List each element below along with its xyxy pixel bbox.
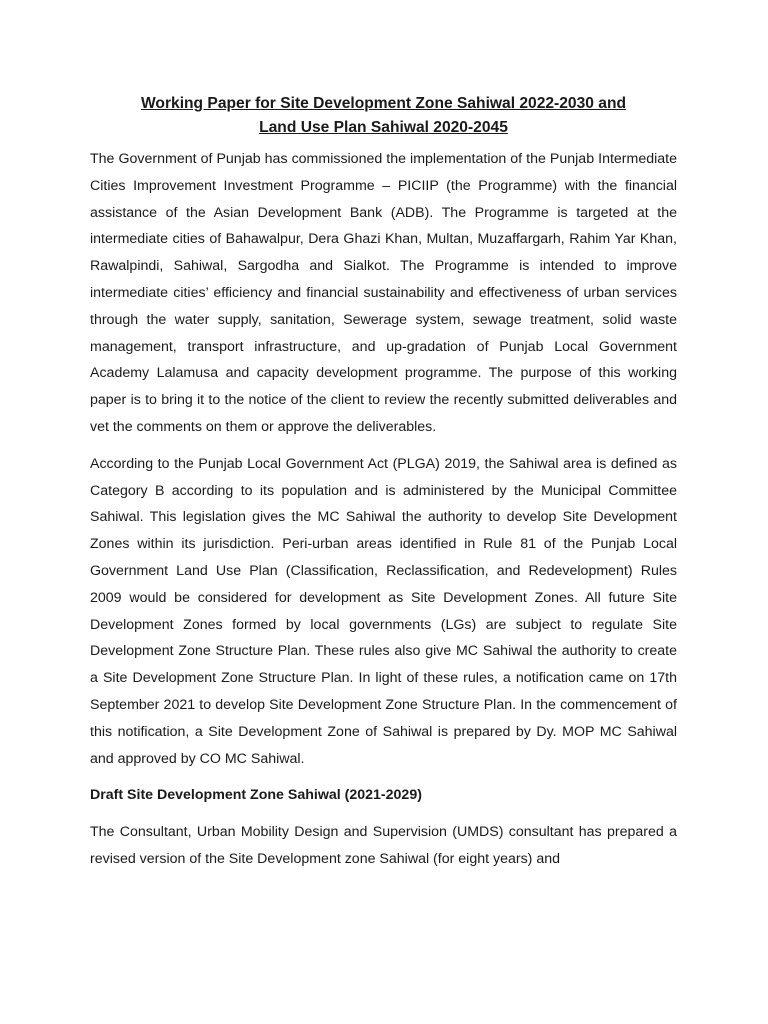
paragraph-consultant: The Consultant, Urban Mobility Design and Supervision (UMDS) consultant has prepared a revised version of the Site Development zone Sahiwal (for eight years) and [90,824,677,867]
title-line-2: Land Use Plan Sahiwal 2020-2045 [259,119,508,136]
document-page [90,92,677,883]
title-line-1: Working Paper for Site Development Zone Sahiwal 2022-2030 and [141,95,626,112]
paragraph-intro: The Government of Punjab has commissioned the implementation of the Punjab Intermediate Cities Improvement Investment Programme – PICIIP (the Programme) with the financial assistance of the Asian Development Bank (ADB). The Programme is targeted at the intermediate cities of Bahawalpur, Dera Ghazi Khan, Multan, Muzaffargarh, Rahim Yar Khan, Rawalpindi, Sahiwal, Sargodha and Sialkot. The Programme is intended to improve intermediate cities’ efficiency and financial sustainability and effectiveness of urban services through the water supply, sanitation, Sewerage system, sewage treatment, solid waste management, transport infrastructure, and up-gradation of Punjab Local Government Academy Lalamusa and capacity development programme. The purpose of this working paper is to bring it to the notice of the client to review the recently submitted deliverables and vet the comments on them or approve the deliverables. [90,151,677,435]
document-title [90,92,677,140]
paragraph-plga: According to the Punjab Local Government Act (PLGA) 2019, the Sahiwal area is defined as Category B according to its population and is administered by the Municipal Committee Sahiwal. This legislation gives the MC Sahiwal the authority to develop Site Development Zones within its jurisdiction. Peri-urban areas identified in Rule 81 of the Punjab Local Government Land Use Plan (Classification, Reclassification, and Redevelopment) Rules 2009 would be considered for development as Site Development Zones. All future Site Development Zones formed by local governments (LGs) are subject to regulate Site Development Zone Structure Plan. These rules also give MC Sahiwal the authority to create a Site Development Zone Structure Plan. In light of these rules, a notification came on 17th September 2021 to develop Site Development Zone Structure Plan. In the commencement of this notification, a Site Development Zone of Sahiwal is prepared by Dy. MOP MC Sahiwal and approved by CO MC Sahiwal. [90,455,677,767]
section-heading-draft: Draft Site Development Zone Sahiwal (2021-2029) [90,787,422,804]
